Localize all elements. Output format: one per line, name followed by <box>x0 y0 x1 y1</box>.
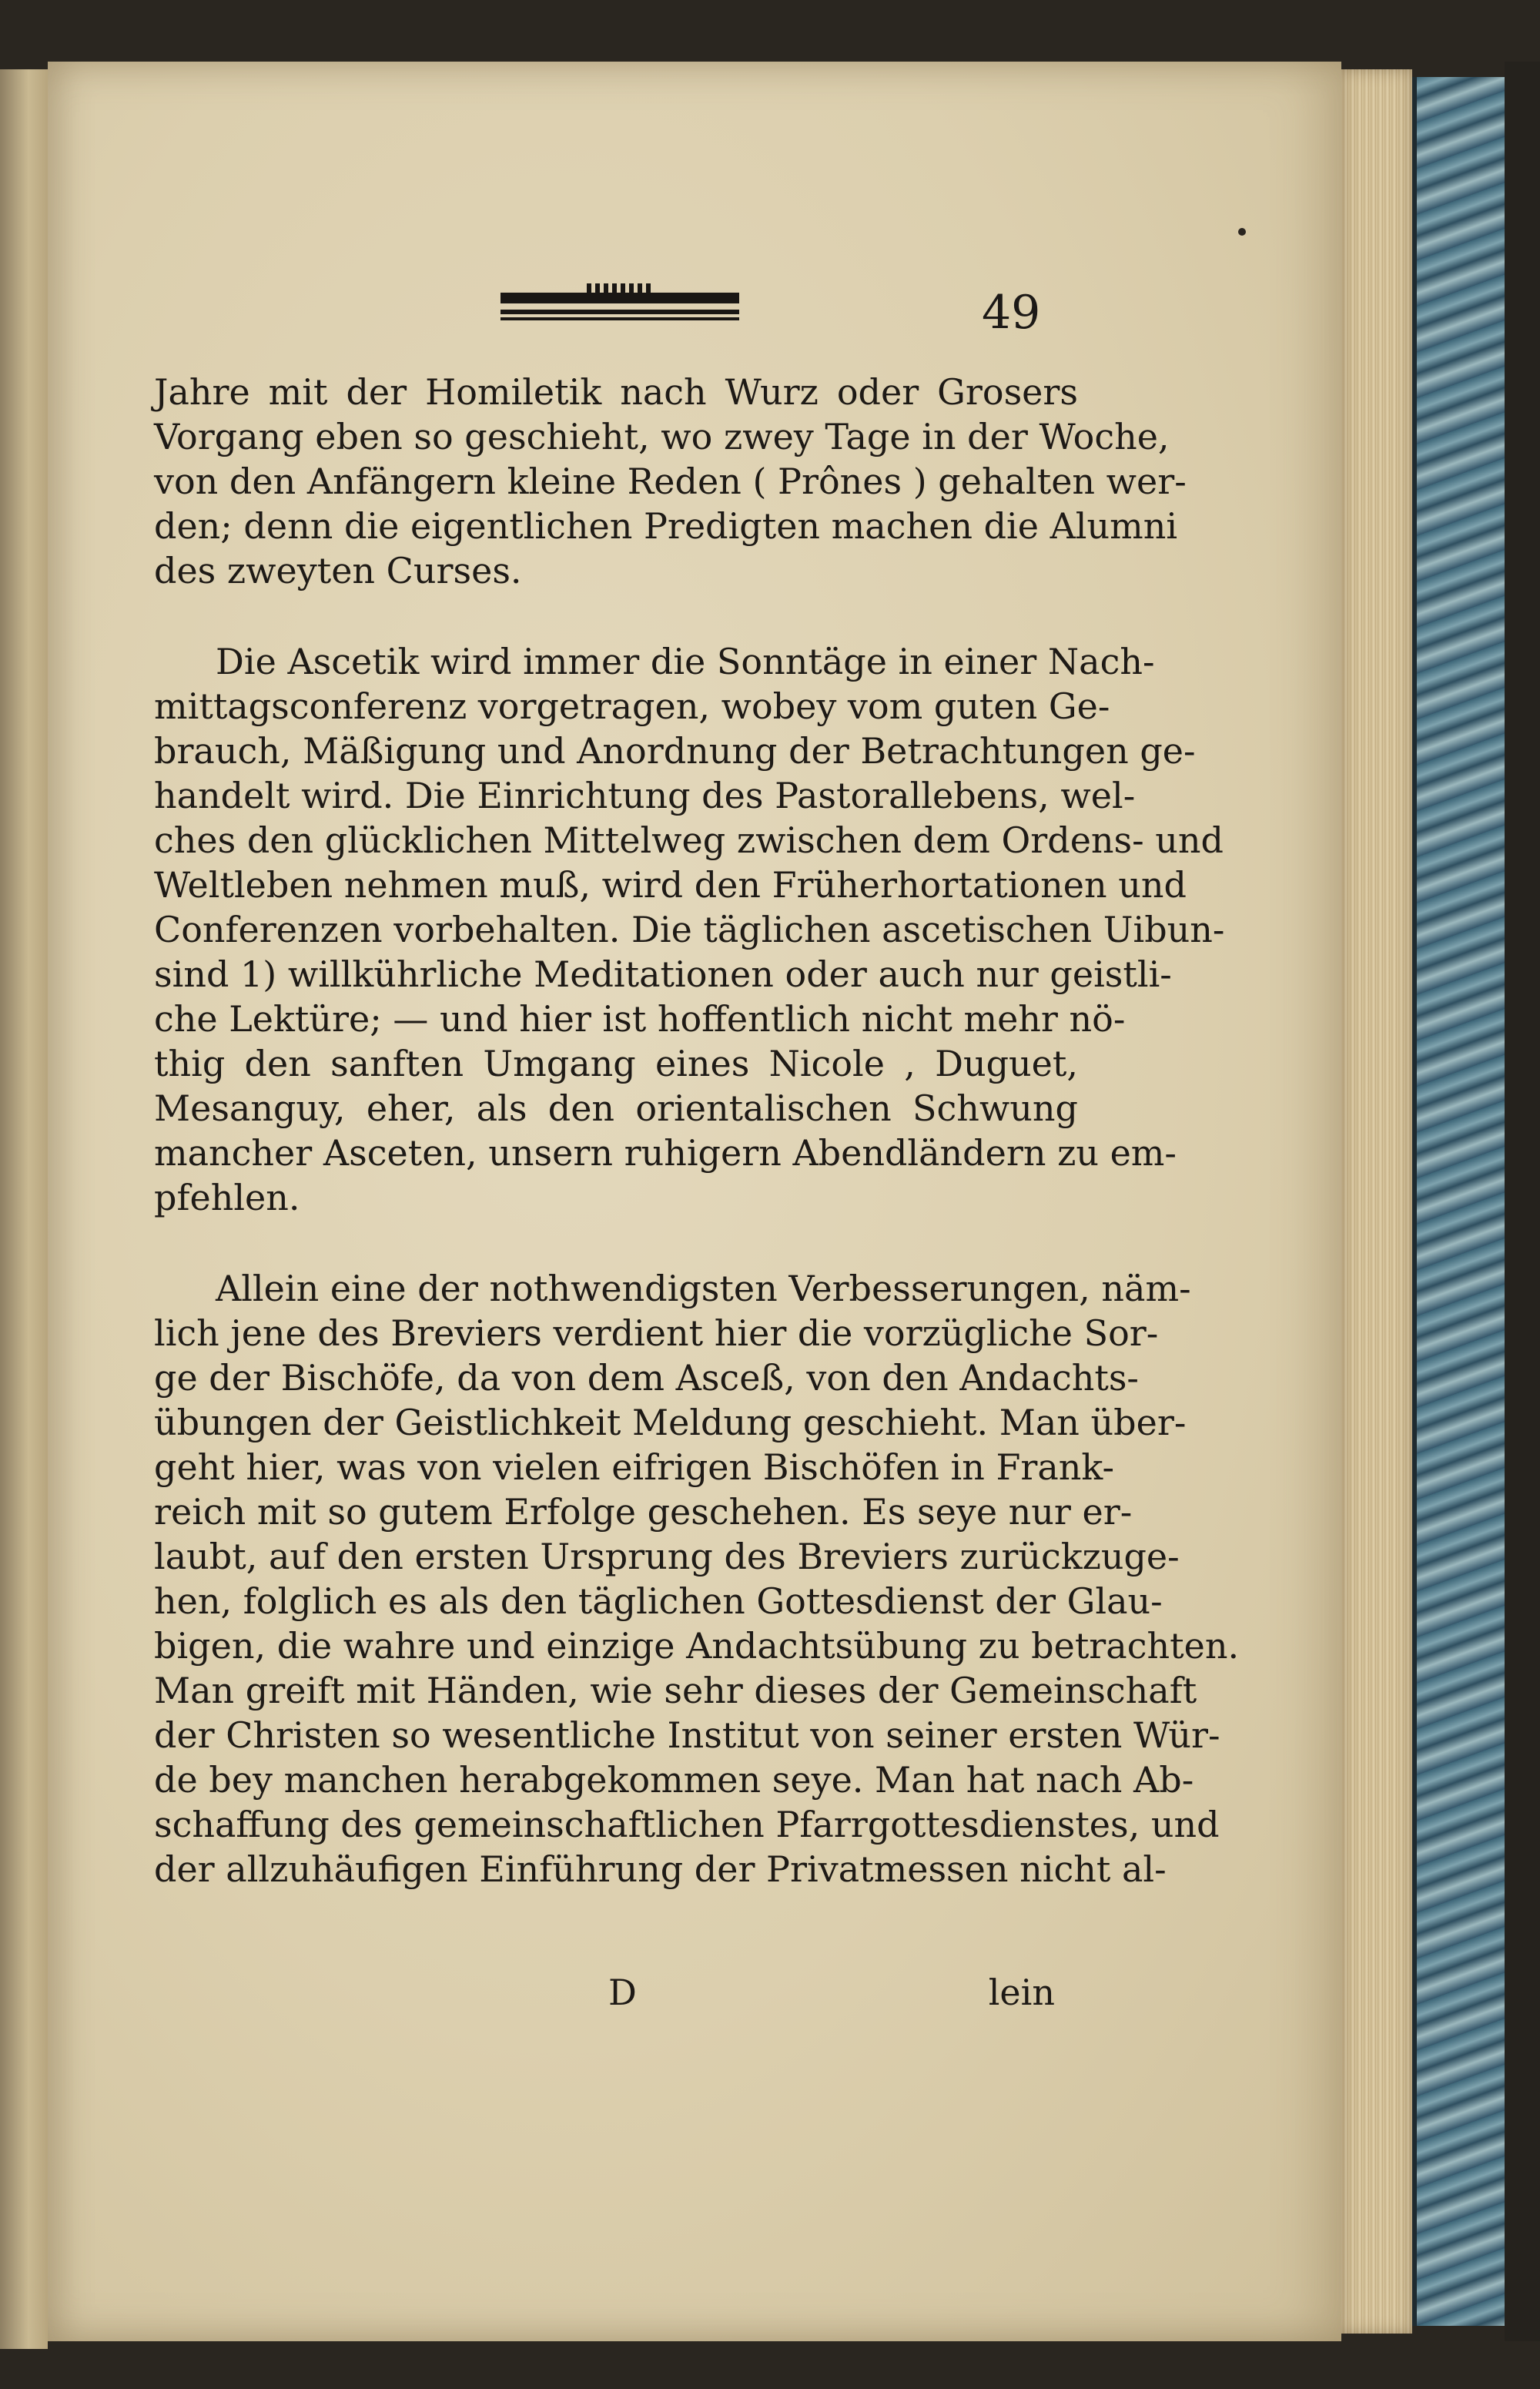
text-line: de bey manchen herabgekommen seye. Man hat nach Ab- <box>154 1759 1194 1801</box>
text-line: mittagsconferenz vorgetragen, wobey vom guten Ge- <box>154 685 1110 727</box>
text-line: thig den sanften Umgang eines Nicole , Duguet, <box>154 1043 1078 1084</box>
page-edges <box>1341 69 1412 2334</box>
text-line: des zweyten Curses. <box>154 550 522 591</box>
text-line: den; denn die eigentlichen Predigten machen die Alumni <box>154 505 1178 547</box>
text-line: mancher Asceten, unsern ruhigern Abendländern zu em- <box>154 1132 1177 1174</box>
catchword: lein <box>988 1972 1055 2013</box>
header-ornament <box>500 290 739 323</box>
text-line: Allein eine der nothwendigsten Verbesserungen, näm- <box>216 1268 1191 1309</box>
text-line: Vorgang eben so geschieht, wo zwey Tage in der Woche, <box>154 416 1170 457</box>
text-line: handelt wird. Die Einrichtung des Pastorallebens, wel- <box>154 775 1136 816</box>
paragraph-2 <box>154 639 1225 1220</box>
ornament-rule-thick <box>500 293 739 303</box>
text-line: der allzuhäufigen Einführung der Privatmessen nicht al- <box>154 1848 1167 1890</box>
text-line: Conferenzen vorbehalten. Die täglichen ascetischen Uibun- <box>154 909 1225 950</box>
page-footer <box>154 1970 1078 2015</box>
text-line: von den Anfängern kleine Reden ( Prônes ) gehalten wer- <box>154 461 1187 502</box>
text-line: hen, folglich es als den täglichen Gottesdienst der Glau- <box>154 1580 1163 1622</box>
text-line: geht hier, was von vielen eifrigen Bischöfen in Frank- <box>154 1446 1115 1488</box>
cover-edge <box>1505 62 1540 2341</box>
text-line: ge der Bischöfe, da von dem Asceß, von den Andachts- <box>154 1357 1139 1399</box>
text-line: sind 1) willkührliche Meditationen oder auch nur geistli- <box>154 953 1172 995</box>
text-line: reich mit so gutem Erfolge geschehen. Es seye nur er- <box>154 1491 1133 1533</box>
text-line: che Lektüre; — und hier ist hoffentlich nicht mehr nö- <box>154 998 1126 1040</box>
text-line: Die Ascetik wird immer die Sonntäge in einer Nach- <box>216 641 1155 682</box>
text-line: Man greift mit Händen, wie sehr dieses der Gemeinschaft <box>154 1670 1197 1711</box>
ink-spot <box>1238 228 1246 236</box>
text-line: Jahre mit der Homiletik nach Wurz oder Grosers <box>154 371 1078 413</box>
signature-mark: D <box>608 1972 637 2013</box>
text-line: bigen, die wahre und einzige Andachtsübung zu betrachten. <box>154 1625 1240 1667</box>
text-line: übungen der Geistlichkeit Meldung geschieht. Man über- <box>154 1402 1187 1443</box>
paragraph-3 <box>154 1266 1240 1891</box>
ornament-rule-medium <box>500 310 739 314</box>
previous-page-edge <box>0 69 48 2349</box>
page-number: 49 <box>982 286 1041 340</box>
text-line: pfehlen. <box>154 1177 300 1218</box>
paragraph-1 <box>154 370 1187 593</box>
text-line: brauch, Mäßigung und Anordnung der Betrachtungen ge- <box>154 730 1196 772</box>
text-line: schaffung des gemeinschaftlichen Pfarrgottesdienstes, und <box>154 1804 1220 1845</box>
text-line: Weltleben nehmen muß, wird den Früherhortationen und <box>154 864 1187 906</box>
text-line: lich jene des Breviers verdient hier die vorzügliche Sor- <box>154 1312 1159 1354</box>
ornament-rule-thin <box>500 317 739 320</box>
text-line: ches den glücklichen Mittelweg zwischen dem Ordens- und <box>154 819 1224 861</box>
marbled-cover-board <box>1412 77 1509 2326</box>
text-line: der Christen so wesentliche Institut von seiner ersten Wür- <box>154 1714 1220 1756</box>
text-line: Mesanguy, eher, als den orientalischen Schwung <box>154 1087 1078 1129</box>
body-text <box>154 370 1240 1938</box>
text-line: laubt, auf den ersten Ursprung des Breviers zurückzuge- <box>154 1536 1180 1577</box>
